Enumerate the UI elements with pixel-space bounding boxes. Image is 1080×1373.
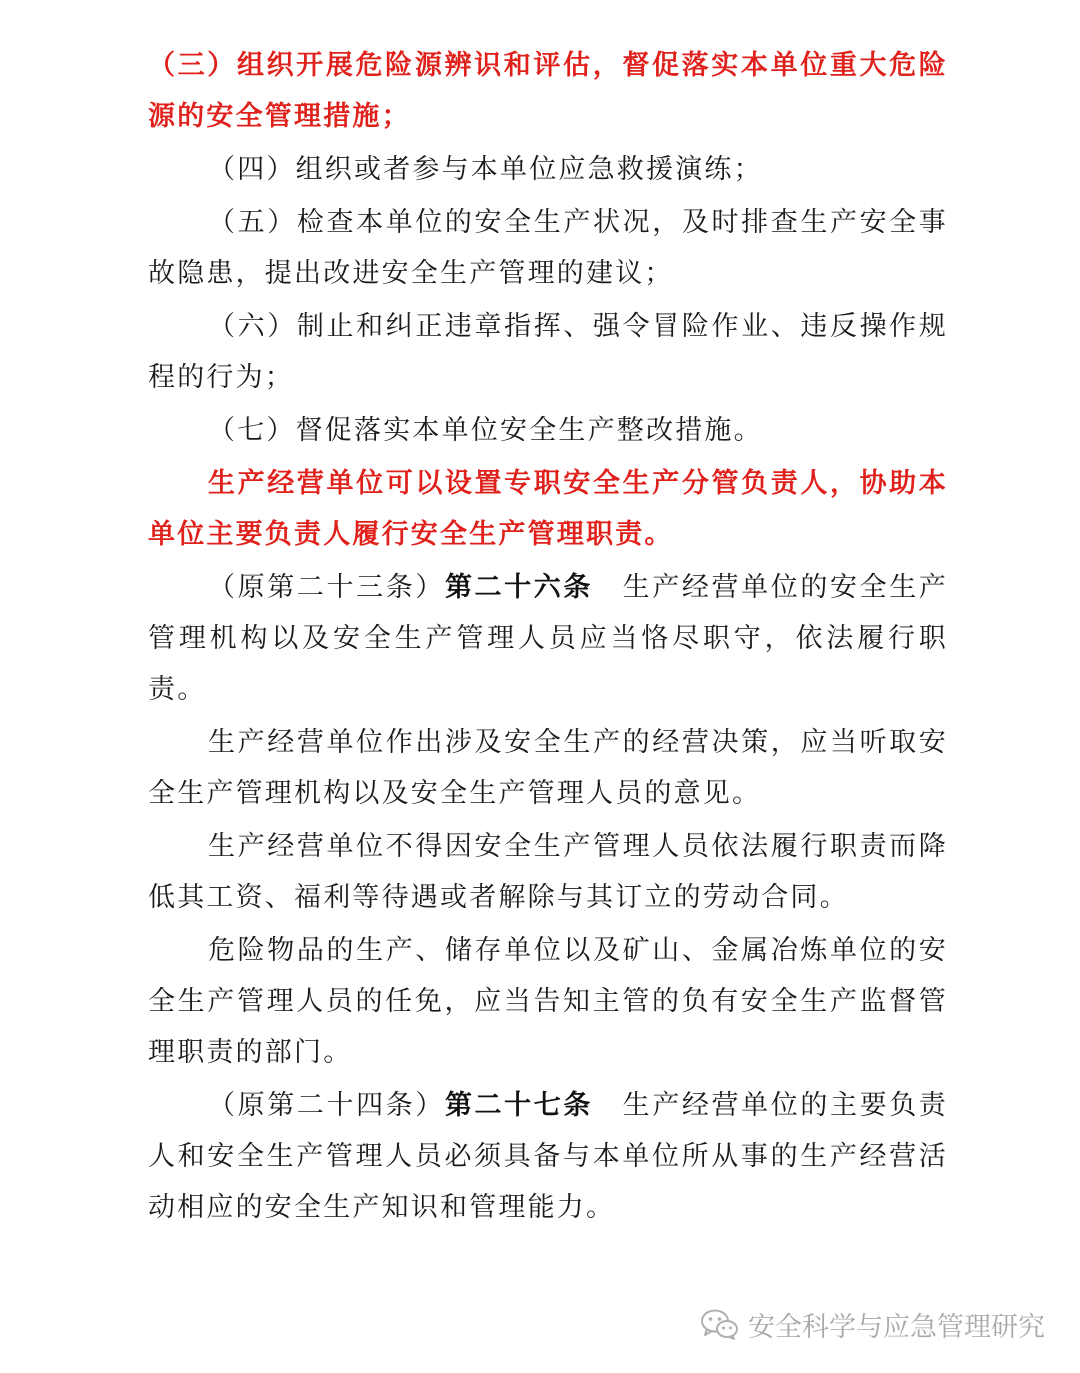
item-7-paragraph: （七）督促落实本单位安全生产整改措施。	[208, 415, 763, 446]
wechat-icon	[700, 1307, 740, 1341]
article-27-number: 第二十七条	[444, 1090, 594, 1121]
item-3-paragraph: （三）组织开展危险源辨识和评估，督促落实本单位重大危险源的安全管理措施；	[148, 50, 948, 132]
article-26-number: 第二十六条	[444, 572, 594, 603]
article-26-original-ref: （原第二十三条）	[208, 572, 445, 603]
item-4-paragraph: （四）组织或者参与本单位应急救援演练；	[208, 154, 763, 185]
deputy-leader-paragraph: 生产经营单位可以设置专职安全生产分管负责人，协助本单位主要负责人履行安全生产管理职责。	[148, 468, 948, 550]
document-page	[148, 40, 948, 1233]
article-26-para-3: 生产经营单位不得因安全生产管理人员依法履行职责而降低其工资、福利等待遇或者解除与其订立的劳动合同。	[148, 831, 948, 913]
article-27-text: 生产经营单位的主要负责人和安全生产管理人员必须具备与本单位所从事的生产经营活动相应的安全生产知识和管理能力。	[148, 1090, 949, 1223]
article-26-text: 生产经营单位的安全生产管理机构以及安全生产管理人员应当恪尽职守，依法履行职责。	[148, 572, 949, 705]
article-26-para-2: 生产经营单位作出涉及安全生产的经营决策，应当听取安全生产管理机构以及安全生产管理人员的意见。	[148, 727, 948, 809]
watermark	[700, 1302, 1045, 1346]
item-6-paragraph: （六）制止和纠正违章指挥、强令冒险作业、违反操作规程的行为；	[148, 311, 948, 393]
watermark-text: 安全科学与应急管理研究	[748, 1311, 1045, 1343]
article-27-original-ref: （原第二十四条）	[208, 1090, 445, 1121]
article-27-paragraph	[148, 1080, 948, 1233]
article-26-paragraph	[148, 562, 948, 715]
item-5-paragraph: （五）检查本单位的安全生产状况，及时排查生产安全事故隐患，提出改进安全生产管理的建议；	[148, 207, 948, 289]
article-26-para-4: 危险物品的生产、储存单位以及矿山、金属冶炼单位的安全生产管理人员的任免，应当告知主管的负有安全生产监督管理职责的部门。	[148, 935, 948, 1068]
